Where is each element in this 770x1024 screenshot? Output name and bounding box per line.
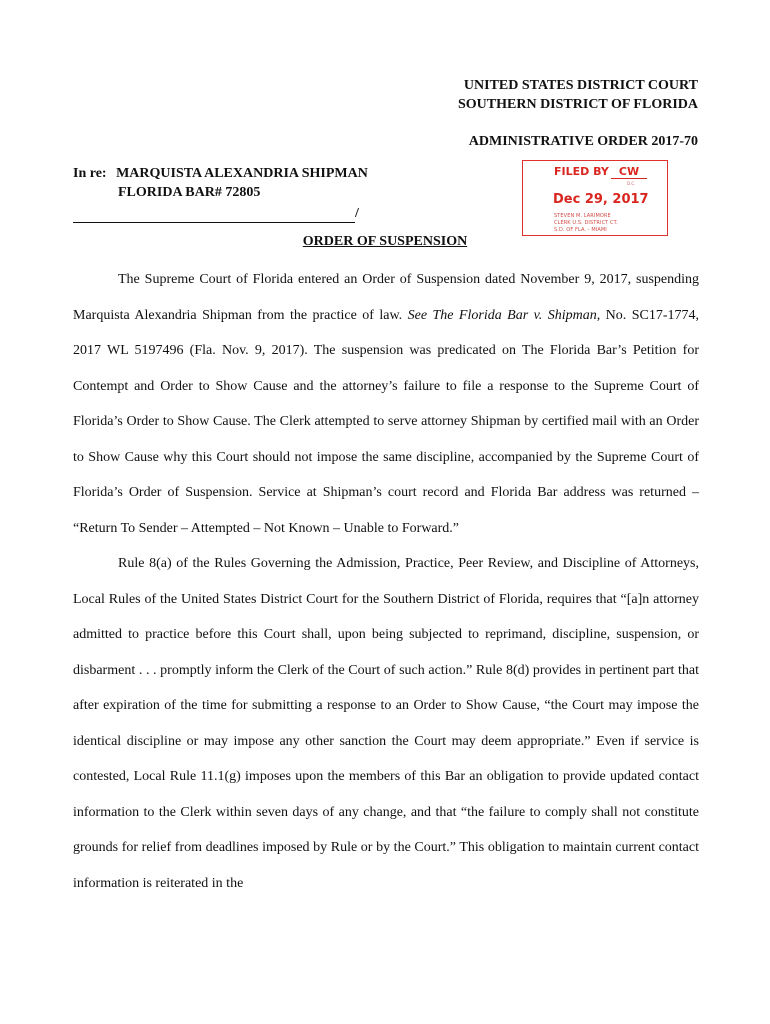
- florida-bar-number: FLORIDA BAR# 72805: [118, 185, 261, 200]
- in-re-label: In re:: [73, 166, 107, 181]
- stamp-initials: CW: [611, 166, 647, 179]
- caption-slash: /: [355, 206, 359, 221]
- paragraph-1-part-b: No. SC17-1774, 2017 WL 5197496 (Fla. Nov. 9, 2017). The suspension was predicated on The Florida Bar’s Petition for Contempt and Order to Show Cause and the attorney’s failure to file a response to the Supreme Court of Florida’s Order to Show Cause. The Clerk attempted to serve attorney Shipman by certified mail with an Order to Show Cause why this Court should not impose the same discipline, accompanied by the Supreme Court of Florida’s Order of Suspension. Service at Shipman’s court record and Florida Bar address was returned – “Return To Sender – Attempted – Not Known – Unable to Forward.”: [73, 307, 700, 536]
- court-district-line: SOUTHERN DISTRICT OF FLORIDA: [458, 97, 698, 112]
- administrative-order-number: ADMINISTRATIVE ORDER 2017-70: [468, 134, 698, 149]
- paragraph-2: Rule 8(a) of the Rules Governing the Admission, Practice, Peer Review, and Discipline of Attorneys, Local Rules of the United States District Court for the Southern District of Florida, requires that “[a]n attorney admitted to practice before this Court shall, upon being subjected to reprimand, discipline, suspension, or disbarment . . . promptly inform the Clerk of the Court of such action.” Rule 8(d) provides in pertinent part that after expiration of the time for submitting a response to an Order to Show Cause, “the Court may impose the identical discipline or may impose any other sanction the Court may deem appropriate.” Even if service is contested, Local Rule 11.1(g) imposes upon the members of this Bar an obligation to provide updated contact information to the Clerk within seven days of any change, and that “the failure to comply shall not constitute grounds for relief from deadlines imposed by Rule or by the Court.” This obligation to maintain current contact information is reiterated in the: [73, 556, 699, 891]
- paragraph-1-part-a: The Supreme Court of Florida entered an Order of Suspension dated November 9, 2017, suspending Marquista Alexandria Shipman from the practice of law.: [73, 272, 699, 323]
- respondent-name: MARQUISTA ALEXANDRIA SHIPMAN: [116, 166, 368, 181]
- caption-underline: [73, 207, 355, 223]
- case-caption: [73, 164, 368, 223]
- order-body: [73, 262, 699, 901]
- stamp-district: S.D. OF FLA. - MIAMI: [554, 227, 607, 233]
- stamp-clerk-title: CLERK U.S. DISTRICT CT.: [554, 220, 618, 226]
- filed-stamp: [522, 160, 668, 236]
- order-title: ORDER OF SUSPENSION: [302, 234, 468, 249]
- paragraph-1-citation: See The Florida Bar v. Shipman,: [407, 307, 601, 323]
- stamp-date: Dec 29, 2017: [553, 192, 649, 207]
- paragraph-1: [73, 262, 699, 546]
- court-header: [458, 76, 698, 114]
- caption-rule: [73, 204, 368, 223]
- court-name-line: UNITED STATES DISTRICT COURT: [463, 78, 698, 93]
- stamp-filed-by: FILED BY: [554, 165, 609, 178]
- stamp-dc: D.C.: [627, 181, 636, 186]
- stamp-clerk-name: STEVEN M. LARIMORE: [554, 213, 611, 219]
